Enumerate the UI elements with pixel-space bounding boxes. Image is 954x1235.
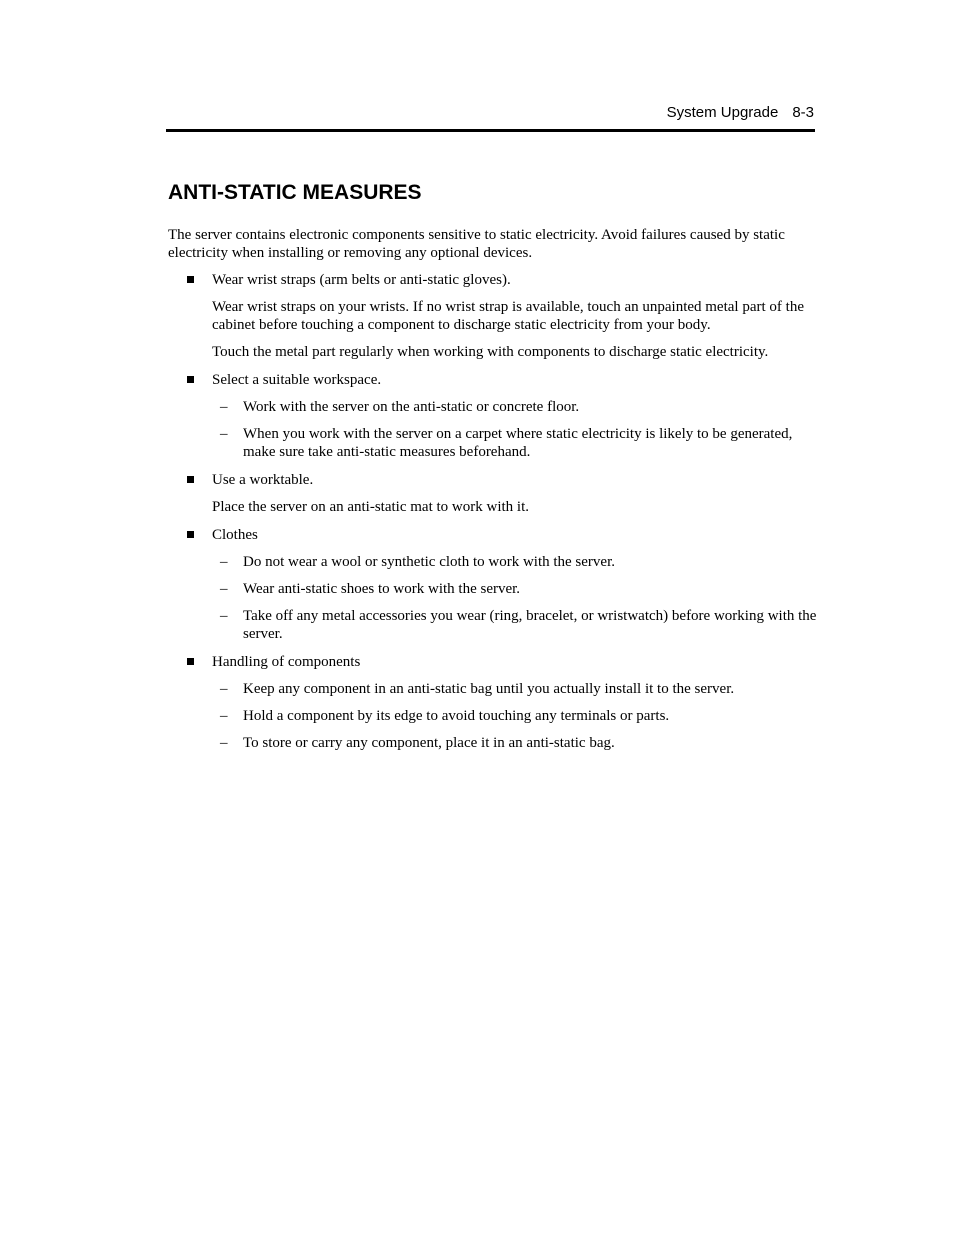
sub-list-item-text: When you work with the server on a carpet where static electricity is likely to be generated, make sure take anti-static measures beforehand. — [243, 426, 793, 460]
dash-marker: – — [220, 426, 228, 442]
list-item-label: Handling of components — [212, 654, 361, 670]
list-item — [168, 653, 818, 671]
section-body — [168, 226, 818, 761]
list-item-note: Wear wrist straps on your wrists. If no wrist strap is available, touch an unpainted metal part of the cabinet before touching a component to discharge static electricity from your body. — [212, 299, 804, 333]
bullet-square-icon — [187, 476, 194, 483]
list-item-label: Wear wrist straps (arm belts or anti-static gloves). — [212, 272, 511, 288]
list-item-label: Clothes — [212, 527, 258, 543]
sub-list-item — [168, 680, 818, 698]
dash-marker: – — [220, 708, 228, 724]
sub-list-item — [168, 553, 818, 571]
sub-list-item — [168, 580, 818, 598]
dash-marker: – — [220, 608, 228, 624]
list-item-label: Use a worktable. — [212, 472, 314, 488]
sub-list-item — [168, 398, 818, 416]
sub-list-item-text: To store or carry any component, place it in an anti-static bag. — [243, 735, 615, 751]
dash-marker: – — [220, 399, 228, 415]
list-item — [168, 471, 818, 489]
list-item-note: Touch the metal part regularly when working with components to discharge static electricity. — [212, 344, 769, 360]
list-item — [168, 271, 818, 289]
dash-marker: – — [220, 554, 228, 570]
sub-list-item-text: Work with the server on the anti-static or concrete floor. — [243, 399, 580, 415]
sub-list-item — [168, 607, 818, 643]
list-item — [168, 371, 818, 389]
bullet-square-icon — [187, 658, 194, 665]
sub-list-item-text: Wear anti-static shoes to work with the server. — [243, 581, 521, 597]
sub-list-item — [168, 734, 818, 752]
sub-list-item-text: Take off any metal accessories you wear (ring, bracelet, or wristwatch) before working with the server. — [243, 608, 817, 642]
bullet-square-icon — [187, 531, 194, 538]
dash-marker: – — [220, 581, 228, 597]
list-item-label: Select a suitable workspace. — [212, 372, 382, 388]
sub-list-item — [168, 425, 818, 461]
sub-list-item — [168, 707, 818, 725]
intro-paragraph: The server contains electronic components sensitive to static electricity. Avoid failures caused by static electricity when installing or removing any optional devices. — [168, 227, 785, 261]
bullet-square-icon — [187, 276, 194, 283]
chapter-title: System Upgrade — [666, 104, 779, 121]
sub-list-item-text: Keep any component in an anti-static bag until you actually install it to the server. — [243, 681, 735, 697]
dash-marker: – — [220, 681, 228, 697]
dash-marker: – — [220, 735, 228, 751]
header-rule — [166, 129, 815, 132]
list-item-note: Place the server on an anti-static mat to work with it. — [212, 499, 529, 515]
sub-list-item-text: Hold a component by its edge to avoid touching any terminals or parts. — [243, 708, 670, 724]
list-item — [168, 526, 818, 544]
running-header — [167, 104, 814, 121]
sub-list-item-text: Do not wear a wool or synthetic cloth to work with the server. — [243, 554, 615, 570]
bullet-square-icon — [187, 376, 194, 383]
section-title: ANTI-STATIC MEASURES — [168, 181, 422, 204]
page-number: 8-3 — [792, 104, 814, 121]
